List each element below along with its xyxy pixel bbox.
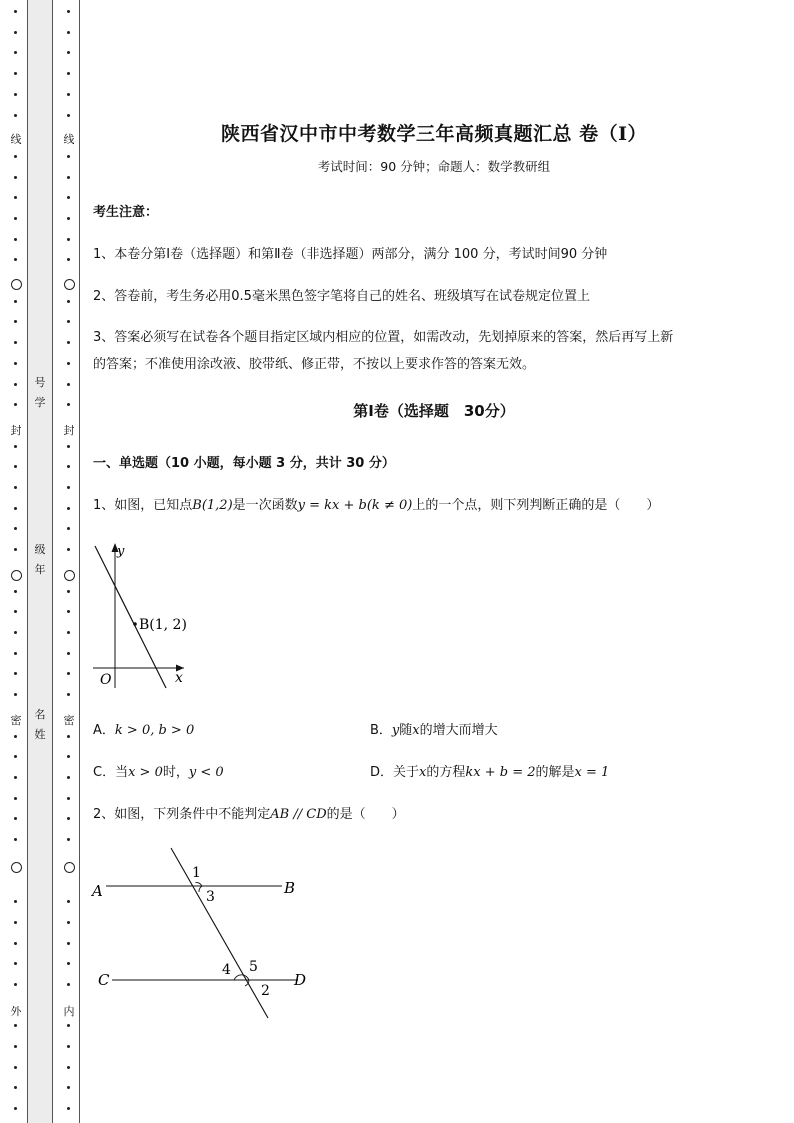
exam-info: 考试时间：90 分钟；命题人：数学教研组 xyxy=(317,159,551,174)
notice-item: 1、本卷分第Ⅰ卷（选择题）和第Ⅱ卷（非选择题）两部分，满分 100 分，考试时间90 分钟 xyxy=(93,247,608,262)
q1-text: 1、如图，已知点 xyxy=(93,498,193,513)
binding-dot xyxy=(14,817,17,820)
binding-dot xyxy=(67,590,70,593)
binding-dot xyxy=(14,217,17,220)
binding-dot xyxy=(14,486,17,489)
binding-dot xyxy=(67,983,70,986)
q1-function-math: y = kx + b(k ≠ 0) xyxy=(297,498,413,513)
section-title: 第Ⅰ卷（选择题 30分） xyxy=(353,402,515,420)
binding-dot xyxy=(14,797,17,800)
binding-mark-xian: 线 xyxy=(10,133,22,146)
binding-dot xyxy=(14,31,17,34)
y-axis-label: y xyxy=(117,544,125,559)
binding-dot xyxy=(14,610,17,613)
binding-dot xyxy=(14,10,17,13)
binding-mark-mi: 密 xyxy=(63,714,75,727)
q1-point-math: B(1,2) xyxy=(192,498,233,513)
option-math: y < 0 xyxy=(188,765,224,780)
option-math: x > 0 xyxy=(128,765,163,780)
binding-dot xyxy=(67,196,70,199)
angle-2-label: 2 xyxy=(261,983,270,999)
binding-dot xyxy=(14,672,17,675)
option-text: 的方程 xyxy=(426,765,466,780)
binding-dot xyxy=(14,1086,17,1089)
binding-mark-xian: 线 xyxy=(63,133,75,146)
binding-dot xyxy=(67,72,70,75)
binding-dot xyxy=(67,465,70,468)
binding-dot xyxy=(67,962,70,965)
binding-dot xyxy=(67,1086,70,1089)
binding-dot xyxy=(14,51,17,54)
binding-circle xyxy=(11,862,22,873)
binding-dot xyxy=(14,176,17,179)
label-b: B xyxy=(284,879,296,897)
binding-dot xyxy=(14,383,17,386)
binding-dot xyxy=(14,341,17,344)
binding-dot xyxy=(67,320,70,323)
page-title: 陕西省汉中市中考数学三年高频真题汇总 卷（Ⅰ） xyxy=(220,123,647,145)
angle-3-label: 3 xyxy=(206,889,215,905)
class-label: 级 年 xyxy=(34,543,46,576)
binding-dot xyxy=(14,300,17,303)
binding-dot xyxy=(14,1107,17,1110)
point-b-dot xyxy=(133,622,137,626)
binding-mark-feng: 封 xyxy=(63,424,75,437)
binding-dot xyxy=(67,1066,70,1069)
binding-dot xyxy=(14,693,17,696)
label-d: D xyxy=(294,971,307,989)
binding-dot xyxy=(67,445,70,448)
point-b-label: B(1, 2) xyxy=(139,617,187,633)
binding-dot xyxy=(14,548,17,551)
binding-dot xyxy=(14,735,17,738)
angle-5-label: 5 xyxy=(249,959,258,975)
binding-dot xyxy=(67,300,70,303)
binding-dot xyxy=(14,72,17,75)
binding-dot xyxy=(67,114,70,117)
option-letter: B． xyxy=(370,723,392,738)
binding-dot xyxy=(67,900,70,903)
outer-dotted-binding-line xyxy=(9,0,23,1123)
binding-dot xyxy=(14,1024,17,1027)
binding-dot xyxy=(67,797,70,800)
binding-dot xyxy=(14,114,17,117)
q2-parallel-lines-figure xyxy=(88,840,318,1025)
option-text: 随 xyxy=(399,723,413,738)
binding-dot xyxy=(14,258,17,261)
binding-dot xyxy=(67,817,70,820)
binding-dot xyxy=(67,548,70,551)
label-a: A xyxy=(92,882,103,900)
binding-dot xyxy=(14,983,17,986)
binding-dot xyxy=(67,258,70,261)
binding-circle xyxy=(11,279,22,290)
angle-4-5-arc xyxy=(234,975,249,980)
label-c: C xyxy=(98,971,110,989)
binding-dot xyxy=(67,1045,70,1048)
binding-dot xyxy=(67,610,70,613)
binding-dot xyxy=(67,921,70,924)
binding-dot xyxy=(67,176,70,179)
binding-dot xyxy=(67,238,70,241)
binding-dot xyxy=(67,155,70,158)
binding-dot xyxy=(67,672,70,675)
binding-dot xyxy=(14,445,17,448)
binding-circle xyxy=(11,570,22,581)
binding-mark-feng: 封 xyxy=(10,424,22,437)
option-math: y xyxy=(391,723,400,738)
binding-mark-wai: 外 xyxy=(10,1005,22,1018)
notice-heading: 考生注意： xyxy=(93,205,159,220)
binding-dot xyxy=(14,465,17,468)
angle-1-label: 1 xyxy=(192,865,201,881)
binding-mark-nei: 内 xyxy=(63,1005,75,1018)
binding-dot xyxy=(14,900,17,903)
binding-dot xyxy=(14,755,17,758)
option-letter: D．关于 xyxy=(370,765,420,780)
binding-dot xyxy=(14,403,17,406)
binding-dot xyxy=(67,776,70,779)
q1-text: 上的一个点，则下列判断正确的是（ ） xyxy=(412,498,660,513)
q2-math: AB // CD xyxy=(270,807,327,822)
binding-mark-mi: 密 xyxy=(10,714,22,727)
origin-label: O xyxy=(100,672,112,688)
margin-line xyxy=(79,0,80,1123)
option-math: x xyxy=(419,765,427,780)
q1-option-b[interactable] xyxy=(370,719,498,738)
x-axis-label: x xyxy=(175,670,183,686)
option-text: 的解是 xyxy=(535,765,575,780)
q1-graph-figure xyxy=(88,538,198,693)
binding-dot xyxy=(14,590,17,593)
binding-dot xyxy=(67,693,70,696)
binding-dot xyxy=(14,652,17,655)
binding-dot xyxy=(14,196,17,199)
binding-dot xyxy=(14,631,17,634)
q2-text: 2、如图，下列条件中不能判定 xyxy=(93,807,271,822)
binding-dot xyxy=(14,921,17,924)
name-label: 名 姓 xyxy=(34,708,46,741)
binding-dot xyxy=(14,838,17,841)
binding-circle xyxy=(64,570,75,581)
inner-dotted-binding-line xyxy=(62,0,76,1123)
binding-dot xyxy=(14,507,17,510)
binding-dot xyxy=(14,93,17,96)
angle-3-arc xyxy=(199,886,202,892)
question-2-stem xyxy=(93,803,405,822)
binding-circle xyxy=(64,279,75,290)
q2-text: 的是（ ） xyxy=(326,807,405,822)
q1-text: 是一次函数 xyxy=(232,498,298,513)
binding-dot xyxy=(14,320,17,323)
q1-option-a[interactable] xyxy=(93,719,194,738)
option-math: x = 1 xyxy=(574,765,610,780)
part-heading: 一、单选题（10 小题，每小题 3 分，共计 30 分） xyxy=(93,456,395,471)
binding-dot xyxy=(14,527,17,530)
binding-dot xyxy=(67,341,70,344)
option-math: kx + b = 2 xyxy=(465,765,536,780)
student-number-label: 号 学 xyxy=(34,376,46,409)
binding-dot xyxy=(67,51,70,54)
option-text: 时， xyxy=(162,765,189,780)
option-letter: A． xyxy=(93,723,115,738)
binding-circle xyxy=(64,862,75,873)
transversal xyxy=(171,848,268,1018)
angle-4-label: 4 xyxy=(222,962,231,978)
q1-option-c[interactable] xyxy=(93,761,224,780)
binding-dot xyxy=(67,31,70,34)
binding-dot xyxy=(14,1066,17,1069)
binding-dot xyxy=(67,362,70,365)
notice-item: 3、答案必须写在试卷各个题目指定区域内相应的位置，如需改动，先划掉原来的答案，然后再写上新 xyxy=(93,330,674,345)
binding-dot xyxy=(67,631,70,634)
binding-dot xyxy=(14,238,17,241)
binding-dot xyxy=(67,486,70,489)
binding-dot xyxy=(67,217,70,220)
option-letter: C．当 xyxy=(93,765,129,780)
option-math: k > 0, b > 0 xyxy=(114,723,195,738)
binding-dot xyxy=(14,962,17,965)
binding-dot xyxy=(67,1107,70,1110)
binding-dot xyxy=(67,93,70,96)
binding-dot xyxy=(14,1045,17,1048)
option-math: x xyxy=(412,723,420,738)
question-1-stem xyxy=(93,494,659,513)
binding-dot xyxy=(67,942,70,945)
binding-dot xyxy=(67,838,70,841)
binding-dot xyxy=(67,652,70,655)
binding-dot xyxy=(14,942,17,945)
binding-dot xyxy=(14,776,17,779)
option-text: 的增大而增大 xyxy=(419,723,498,738)
binding-dot xyxy=(67,403,70,406)
q1-option-d[interactable] xyxy=(370,761,609,780)
binding-dot xyxy=(67,527,70,530)
binding-dot xyxy=(67,755,70,758)
binding-dot xyxy=(67,10,70,13)
binding-dot xyxy=(67,383,70,386)
binding-dot xyxy=(14,155,17,158)
binding-info-strip xyxy=(27,0,53,1123)
binding-dot xyxy=(67,1024,70,1027)
binding-dot xyxy=(67,735,70,738)
binding-dot xyxy=(14,362,17,365)
notice-item: 2、答卷前，考生务必用0.5毫米黑色签字笔将自己的姓名、班级填写在试卷规定位置上 xyxy=(93,289,590,304)
notice-item-continued: 的答案；不准使用涂改液、胶带纸、修正带，不按以上要求作答的答案无效。 xyxy=(93,357,536,372)
binding-dot xyxy=(67,507,70,510)
